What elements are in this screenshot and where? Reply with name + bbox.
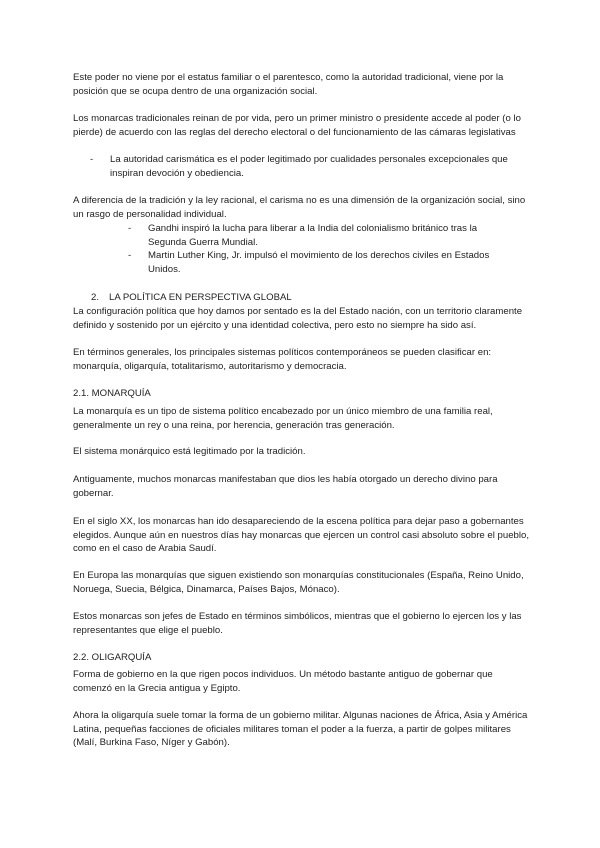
bullet-text: La autoridad carismática es el poder legitimado por cualidades personales excepcionales que inspiran devoción y obediencia. [110,154,508,179]
paragraph-divine-right: Antiguamente, muchos monarcas manifestaban que dios les había otorgado un derecho divino para gobernar. [73,474,498,499]
bullet-marker: - [90,154,94,165]
paragraph-nation-state: La configuración política que hoy damos por sentado es la del Estado nación, con un territorio claramente definido y sostenido por un ejército y una identidad colectiva, pero esto no siempre ha sido así. [73,306,523,331]
bullet-charismatic-authority [90,153,520,180]
paragraph-oligarchy-definition: Forma de gobierno en la que rigen pocos individuos. Un método bastante antiguo de gobernar que comenzó en la Grecia antigua y Egipto. [73,669,493,694]
paragraph-monarchy-tradition: El sistema monárquico está legitimado por la tradición. [73,446,306,457]
paragraph-authority-position: Este poder no viene por el estatus familiar o el parentesco, como la autoridad tradicional, viene por la posición que se ocupa dentro de una organización social. [73,72,504,97]
paragraph-symbolic-heads: Estos monarcas son jefes de Estado en términos simbólicos, mientras que el gobierno lo ejercen los y las representantes que elige el pueblo. [73,611,522,636]
section-title: LA POLÍTICA EN PERSPECTIVA GLOBAL [109,292,292,303]
bullet-marker: - [128,223,132,234]
paragraph-charisma-trait: A diferencia de la tradición y la ley racional, el carisma no es una dimensión de la organización social, sino un rasgo de personalidad individual. [73,195,526,220]
bullet-text: Martin Luther King, Jr. impulsó el movimiento de los derechos civiles en Estados Unidos. [148,250,490,275]
paragraph-systems-classification: En términos generales, los principales sistemas políticos contemporáneos se pueden clasificar en: monarquía, oligarquía, totalitarismo, autoritarismo y democracia. [73,347,492,372]
paragraph-twentieth-century: En el siglo XX, los monarcas han ido desapareciendo de la escena política para dejar paso a gobernantes elegidos. Aunque aún en nuestros días hay monarcas que ejercen un control casi absoluto sobre el pueblo, como en el caso de Arabia Saudí. [73,516,530,555]
bullet-text: Gandhi inspiró la lucha para liberar a la India del colonialismo británico tras la Segunda Guerra Mundial. [148,223,478,248]
section-heading-monarchy: 2.1. MONARQUÍA [73,388,151,399]
paragraph-military-government: Ahora la oligarquía suele tomar la forma de un gobierno militar. Algunas naciones de África, Asia y América Latina, pequeñas facciones de oficiales militares toman el poder a la fuerza, a partir de golpes militares (Malí, Burkina Faso, Níger y Gabón). [73,710,528,749]
bullet-mlk [128,249,508,276]
section-heading-oligarchy: 2.2. OLIGARQUÍA [73,652,152,663]
bullet-gandhi [128,222,508,249]
bullet-marker: - [128,250,132,261]
section-heading-global-politics [91,291,292,305]
section-number: 2. [91,292,100,303]
paragraph-europe-monarchies: En Europa las monarquías que siguen existiendo son monarquías constitucionales (España, Reino Unido, Noruega, Suecia, Bélgica, Dinamarca, Países Bajos, Mónaco). [73,570,524,595]
paragraph-monarchs-vs-ministers: Los monarcas tradicionales reinan de por vida, pero un primer ministro o presidente accede al poder (o lo pierde) de acuerdo con las reglas del derecho electoral o del funcionamiento de las cámaras legislativas [73,113,521,138]
paragraph-monarchy-definition: La monarquía es un tipo de sistema político encabezado por un único miembro de una familia real, generalmente un rey o una reina, por herencia, generación tras generación. [73,406,493,431]
